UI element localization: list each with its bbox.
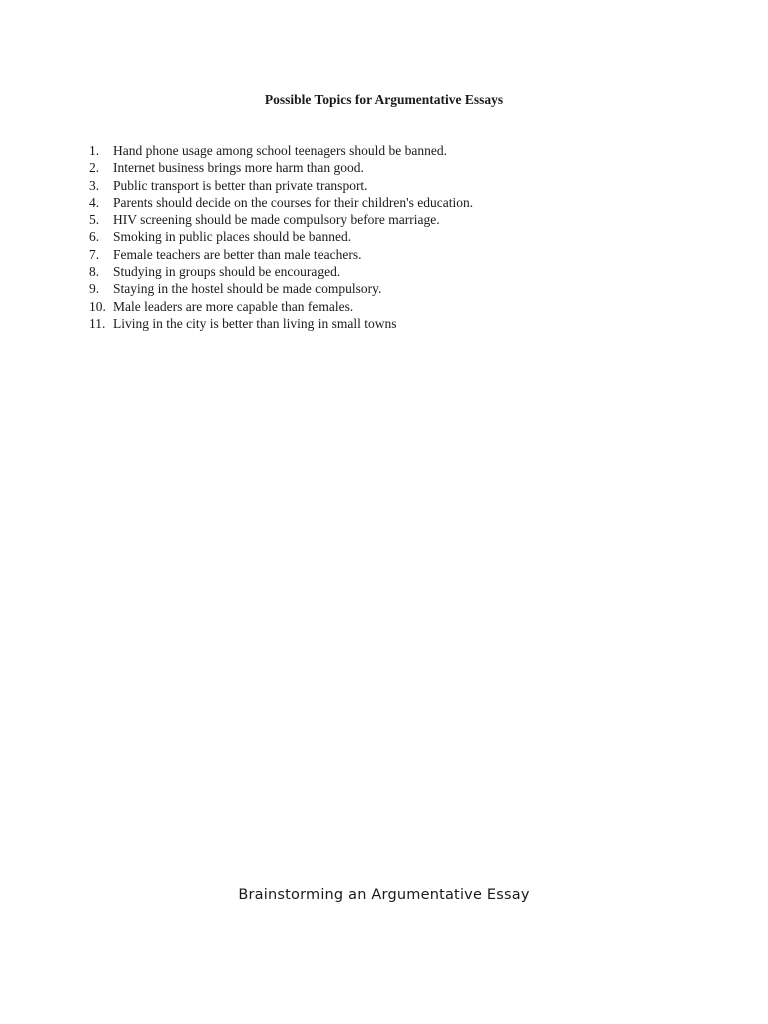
list-item-number: 10. — [89, 298, 106, 314]
list-item-number: 4. — [89, 194, 100, 210]
list-item-number: 2. — [89, 160, 100, 176]
list-item — [89, 142, 473, 159]
list-item-number: 5. — [89, 212, 100, 228]
list-item — [89, 194, 473, 211]
list-item-text: Hand phone usage among school teenagers should be banned. — [113, 143, 448, 158]
list-item-text: Female teachers are better than male teachers. — [113, 246, 362, 262]
list-item — [89, 177, 473, 194]
list-item — [89, 298, 473, 315]
list-item-text: Public transport is better than private transport. — [113, 177, 368, 193]
page-title: Possible Topics for Argumentative Essays — [264, 92, 504, 107]
list-item — [89, 280, 473, 297]
list-item-text: Male leaders are more capable than females. — [113, 298, 354, 314]
list-item — [89, 159, 473, 176]
list-item — [89, 263, 473, 280]
topic-list — [89, 142, 473, 332]
list-item-text: HIV screening should be made compulsory before marriage. — [113, 212, 440, 228]
list-item — [89, 211, 473, 228]
list-item-text: Studying in groups should be encouraged. — [113, 264, 341, 280]
list-item-text: Smoking in public places should be banned. — [113, 229, 352, 245]
list-item-number: 11. — [89, 315, 106, 331]
list-item-number: 3. — [89, 177, 100, 193]
list-item-number: 6. — [89, 229, 100, 245]
list-item — [89, 315, 473, 332]
section-heading: Brainstorming an Argumentative Essay — [238, 887, 530, 903]
list-item-text: Internet business brings more harm than good. — [113, 160, 364, 176]
list-item-text: Living in the city is better than living in small towns — [113, 315, 397, 331]
list-item-number: 7. — [89, 246, 100, 262]
list-item-number: 8. — [89, 264, 100, 280]
list-item-text: Staying in the hostel should be made compulsory. — [113, 281, 382, 297]
list-item-text: Parents should decide on the courses for their children's education. — [113, 194, 474, 210]
list-item-number: 1. — [89, 143, 100, 158]
list-item — [89, 228, 473, 245]
list-item-number: 9. — [89, 281, 100, 297]
list-item — [89, 246, 473, 263]
